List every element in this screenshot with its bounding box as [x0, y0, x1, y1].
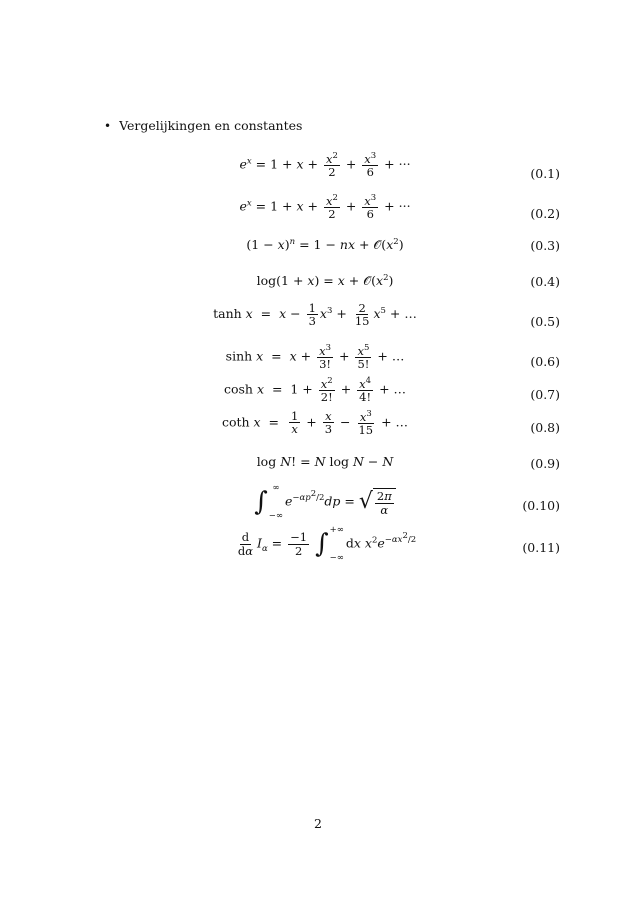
- equation-number: (0.1): [530, 166, 560, 181]
- equation-number: (0.6): [530, 354, 560, 369]
- equation-body: $\frac{d}{d\alpha}$ $I_\alpha$ = $\frac{-1}{2}$ ∫ +∞ −∞ dx $x^2e^{-\alpha x^2/2}$: [237, 525, 417, 563]
- equation-body: ∫ ∞ −∞ $e^{-\alpha p^2/2}dp$ = √ $\frac{2\pi}{\alpha}$: [180, 484, 470, 520]
- equation-number: (0.10): [522, 498, 560, 513]
- equation-body: coth x = $\frac{1}{x}$ + $\frac{x}{3}$ − $\frac{x^3}{15}$ + …: [221, 409, 409, 437]
- equation-body: $\log(1 + x) = x + 𝒪(x^2)$: [256, 273, 394, 289]
- bullet-item-text: Vergelijkingen en constantes: [119, 118, 303, 133]
- equation-number: (0.7): [530, 387, 560, 402]
- equation-number: (0.11): [522, 540, 560, 555]
- equation-body: $e^x = 1 + x$ + $\frac{x^2}{2}$ + $\frac{x^3}{6}$ + ···: [239, 193, 411, 221]
- equation-number: (0.8): [530, 420, 560, 435]
- equation-body: cosh x = 1 + $\frac{x^2}{2!}$ + $\frac{x^4}{4!}$ + …: [223, 376, 407, 404]
- equation-number: (0.4): [530, 274, 560, 289]
- equation-number: (0.9): [530, 456, 560, 471]
- equation-number: (0.2): [530, 206, 560, 221]
- equation-body: tanh x = x − $\frac{1}{3}$ $x^3$ + $\frac{2}{15}$ $x^5$ + …: [213, 301, 417, 329]
- equation-body: $e^x = 1 + x$ + $\frac{x^2}{2}$ + $\frac{x^3}{6}$ + ···: [239, 151, 411, 179]
- page-number: 2: [314, 816, 322, 831]
- equation-body: sinh x = x + $\frac{x^3}{3!}$ + $\frac{x^5}{5!}$ + …: [225, 343, 405, 371]
- equation-body: log N! = N log N − N: [256, 454, 394, 469]
- bullet-icon: •: [104, 118, 112, 133]
- bullet-item: [104, 118, 302, 133]
- equation-body: $(1 - x)^n = 1$ − nx + $𝒪(x^2)$: [246, 237, 404, 253]
- equation-number: (0.3): [530, 238, 560, 253]
- equation-number: (0.5): [530, 314, 560, 329]
